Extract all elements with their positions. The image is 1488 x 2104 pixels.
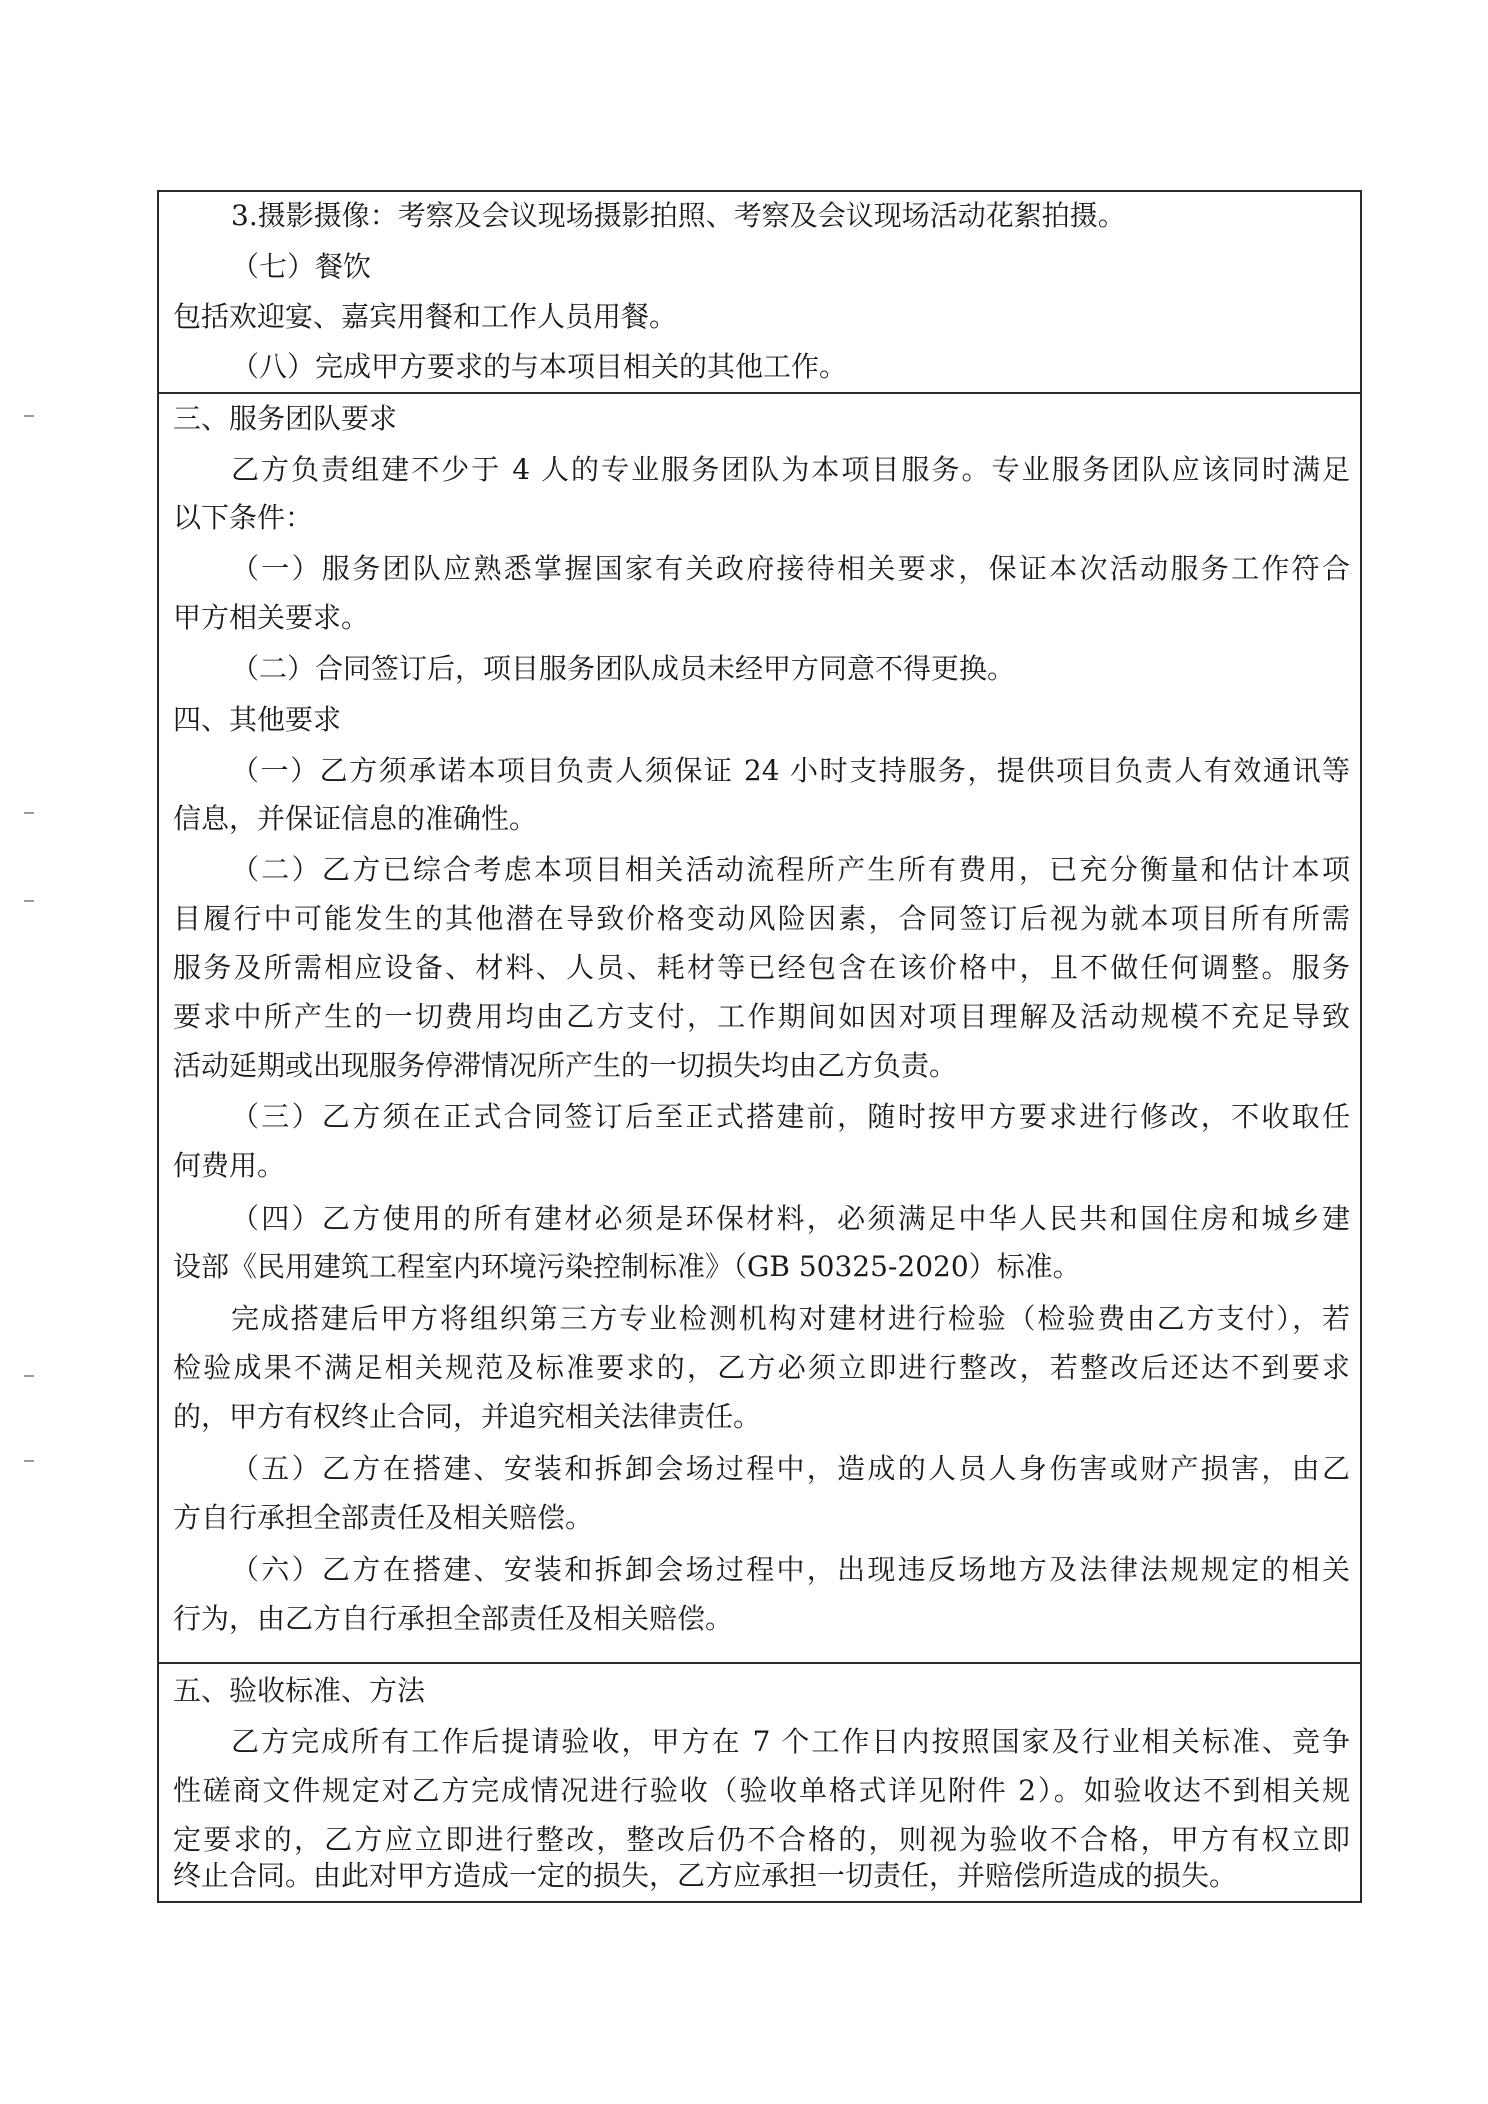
text-line: 检验成果不满足相关规范及标准要求的，乙方必须立即进行整改，若整改后还达不到要求 xyxy=(173,1351,1350,1384)
text-line: （二）合同签订后，项目服务团队成员未经甲方同意不得更换。 xyxy=(231,652,1016,685)
text-line: （五）乙方在搭建、安装和拆卸会场过程中，造成的人员人身伤害或财产损害，由乙 xyxy=(231,1452,1350,1485)
text-line: （一）服务团队应熟悉掌握国家有关政府接待相关要求，保证本次活动服务工作符合 xyxy=(231,552,1350,585)
text-line: （八）完成甲方要求的与本项目相关的其他工作。 xyxy=(231,350,848,383)
section-divider xyxy=(159,1662,1360,1664)
section-heading: 五、验收标准、方法 xyxy=(173,1674,426,1707)
text-line: 信息，并保证信息的准确性。 xyxy=(173,802,538,835)
text-line: 乙方完成所有工作后提请验收，甲方在 7 个工作日内按照国家及行业相关标准、竞争 xyxy=(231,1725,1350,1758)
text-line: 性磋商文件规定对乙方完成情况进行验收（验收单格式详见附件 2）。如验收达不到相关规 xyxy=(173,1774,1350,1807)
text-line: （一）乙方须承诺本项目负责人须保证 24 小时支持服务，提供项目负责人有效通讯等 xyxy=(231,754,1350,787)
section-heading: 三、服务团队要求 xyxy=(173,402,398,435)
text-line: （七）餐饮 xyxy=(231,250,372,283)
text-line: 以下条件： xyxy=(173,501,314,534)
text-line: 终止合同。由此对甲方造成一定的损失，乙方应承担一切责任，并赔偿所造成的损失。 xyxy=(173,1859,1238,1892)
text-line: 目履行中可能发生的其他潜在导致价格变动风险因素，合同签订后视为就本项目所有所需 xyxy=(173,902,1350,935)
document-table xyxy=(157,190,1362,1903)
margin-mark xyxy=(24,812,34,814)
text-line: 服务及所需相应设备、材料、人员、耗材等已经包含在该价格中，且不做任何调整。服务 xyxy=(173,951,1350,984)
text-line: 定要求的，乙方应立即进行整改，整改后仍不合格的，则视为验收不合格，甲方有权立即 xyxy=(173,1823,1350,1856)
text-line: 甲方相关要求。 xyxy=(173,601,370,634)
text-line: 何费用。 xyxy=(173,1149,286,1182)
text-line: 完成搭建后甲方将组织第三方专业检测机构对建材进行检验（检验费由乙方支付），若 xyxy=(231,1302,1350,1335)
margin-mark xyxy=(24,415,34,417)
text-line: 3.摄影摄像：考察及会议现场摄影拍照、考察及会议现场活动花絮拍摄。 xyxy=(231,199,1126,232)
text-line: 活动延期或出现服务停滞情况所产生的一切损失均由乙方负责。 xyxy=(173,1049,958,1082)
text-line: （四）乙方使用的所有建材必须是环保材料，必须满足中华人民共和国住房和城乡建 xyxy=(231,1202,1350,1235)
text-line: 乙方负责组建不少于 4 人的专业服务团队为本项目服务。专业服务团队应该同时满足 xyxy=(231,453,1350,486)
text-line: 设部《民用建筑工程室内环境污染控制标准》（GB 50325-2020）标准。 xyxy=(173,1250,1081,1283)
text-line: 的，甲方有权终止合同，并追究相关法律责任。 xyxy=(173,1400,762,1433)
text-line: 行为，由乙方自行承担全部责任及相关赔偿。 xyxy=(173,1602,734,1635)
margin-mark xyxy=(24,1460,34,1462)
text-line: 包括欢迎宴、嘉宾用餐和工作人员用餐。 xyxy=(173,300,678,333)
section-divider xyxy=(159,392,1360,394)
text-line: （六）乙方在搭建、安装和拆卸会场过程中，出现违反场地方及法律法规规定的相关 xyxy=(231,1553,1350,1586)
text-line: （二）乙方已综合考虑本项目相关活动流程所产生所有费用，已充分衡量和估计本项 xyxy=(231,853,1350,886)
text-line: （三）乙方须在正式合同签订后至正式搭建前，随时按甲方要求进行修改，不收取任 xyxy=(231,1100,1350,1133)
text-line: 方自行承担全部责任及相关赔偿。 xyxy=(173,1501,594,1534)
text-line: 要求中所产生的一切费用均由乙方支付，工作期间如因对项目理解及活动规模不充足导致 xyxy=(173,1000,1350,1033)
section-heading: 四、其他要求 xyxy=(173,703,342,736)
margin-mark xyxy=(24,1375,34,1377)
margin-mark xyxy=(24,900,34,902)
